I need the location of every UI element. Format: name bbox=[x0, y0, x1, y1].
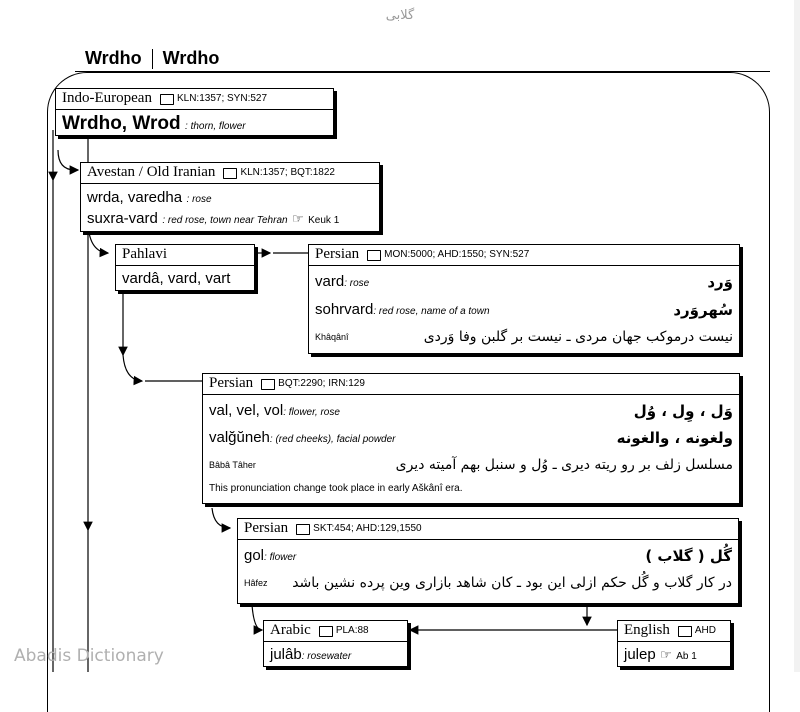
persian-script: گُل ( گلاب ) bbox=[645, 547, 732, 565]
reference-codes: PLA:88 bbox=[335, 625, 369, 636]
book-icon bbox=[160, 94, 174, 104]
gloss: : thorn, flower bbox=[185, 121, 246, 132]
word: gol bbox=[244, 547, 265, 564]
gloss: : (red cheeks), facial powder bbox=[269, 433, 396, 445]
language-name: Arabic bbox=[270, 622, 311, 638]
reference-codes: BQT:2290; IRN:129 bbox=[278, 378, 365, 389]
book-icon bbox=[367, 250, 381, 260]
word: julâb bbox=[270, 646, 302, 663]
word: wrda, varedha bbox=[87, 189, 183, 206]
book-icon bbox=[261, 379, 275, 389]
word: valğŭneh bbox=[209, 428, 270, 446]
gloss: : rose bbox=[344, 278, 370, 289]
language-name: Persian bbox=[315, 246, 360, 262]
arabic-box bbox=[263, 620, 408, 667]
word: sohrvard bbox=[315, 301, 374, 318]
avestan-box bbox=[80, 162, 380, 232]
persian-script: وَل ، وِل ، وُل bbox=[633, 401, 733, 420]
language-name: Pahlavi bbox=[122, 246, 167, 262]
reference-codes: KLN:1357; BQT:1822 bbox=[240, 167, 335, 178]
english-box bbox=[617, 620, 731, 667]
poem-line: در کار گلاب و گُل حکم ازلی این بود ـ کان شاهد بازاری وین پرده نشین باشد bbox=[292, 575, 732, 591]
watermark: Abadis Dictionary bbox=[14, 646, 164, 666]
pahlavi-box bbox=[115, 244, 255, 291]
gloss: : rose bbox=[186, 194, 212, 205]
poem-line: مسلسل زلف بر رو ریته دیری ـ وُل و سنبل بهم آمیته دیری bbox=[395, 456, 733, 473]
word: suxra-vard bbox=[87, 210, 158, 227]
poet-name: Hâfez bbox=[244, 578, 268, 588]
word: julep bbox=[624, 646, 656, 663]
pointing-hand-icon: ☞ bbox=[660, 647, 672, 662]
word: val, vel, vol bbox=[209, 401, 284, 419]
poet-name: Bâbâ Tâher bbox=[209, 459, 256, 470]
gloss: : flower bbox=[264, 552, 297, 563]
book-icon bbox=[319, 626, 333, 636]
language-name: Persian bbox=[244, 520, 289, 536]
language-name: Indo-European bbox=[62, 90, 152, 106]
gloss: : red rose, town near Tehran bbox=[162, 215, 288, 226]
language-name: Avestan / Old Iranian bbox=[87, 164, 216, 180]
word: vard bbox=[315, 273, 345, 290]
persian-script: ولغونه ، والغونه bbox=[616, 428, 733, 447]
reference-codes: MON:5000; AHD:1550; SYN:527 bbox=[384, 249, 530, 260]
persian-script: وَرد bbox=[707, 273, 733, 291]
book-icon bbox=[678, 626, 692, 636]
poem-line: نیست درموکب جهان مردی ـ نیست بر گلبن وفا وَردی bbox=[423, 329, 733, 345]
persian-box-3 bbox=[237, 518, 739, 604]
reference-codes: SKT:454; AHD:129,1550 bbox=[313, 523, 422, 534]
page-title: گلابی bbox=[385, 8, 415, 23]
language-name: English bbox=[624, 622, 670, 638]
indo-european-box bbox=[55, 88, 334, 136]
poet-name: Khâqânî bbox=[315, 332, 349, 342]
language-name: Persian bbox=[209, 375, 254, 391]
persian-box-2 bbox=[202, 373, 740, 504]
citation: Keuk 1 bbox=[308, 215, 340, 226]
book-icon bbox=[296, 524, 310, 534]
persian-script: سُهروَرد bbox=[673, 301, 733, 319]
gloss: : rosewater bbox=[301, 651, 352, 662]
root-word: Wrdho, Wrod bbox=[62, 113, 181, 134]
gloss: : flower, rose bbox=[283, 406, 340, 418]
reference-codes: KLN:1357; SYN:527 bbox=[176, 93, 268, 104]
reference-codes: AHD bbox=[694, 625, 716, 636]
pointing-hand-icon: ☞ bbox=[292, 211, 304, 226]
word: vardâ, vard, vart bbox=[122, 270, 231, 287]
note: This pronunciation change took place in early Aškânî era. bbox=[209, 483, 463, 494]
book-icon bbox=[223, 168, 237, 178]
header-left: Wrdho bbox=[85, 48, 142, 68]
citation: Ab 1 bbox=[676, 651, 697, 662]
header-right: Wrdho bbox=[162, 48, 220, 68]
persian-box-1 bbox=[308, 244, 740, 354]
gloss: : red rose, name of a town bbox=[373, 306, 490, 317]
